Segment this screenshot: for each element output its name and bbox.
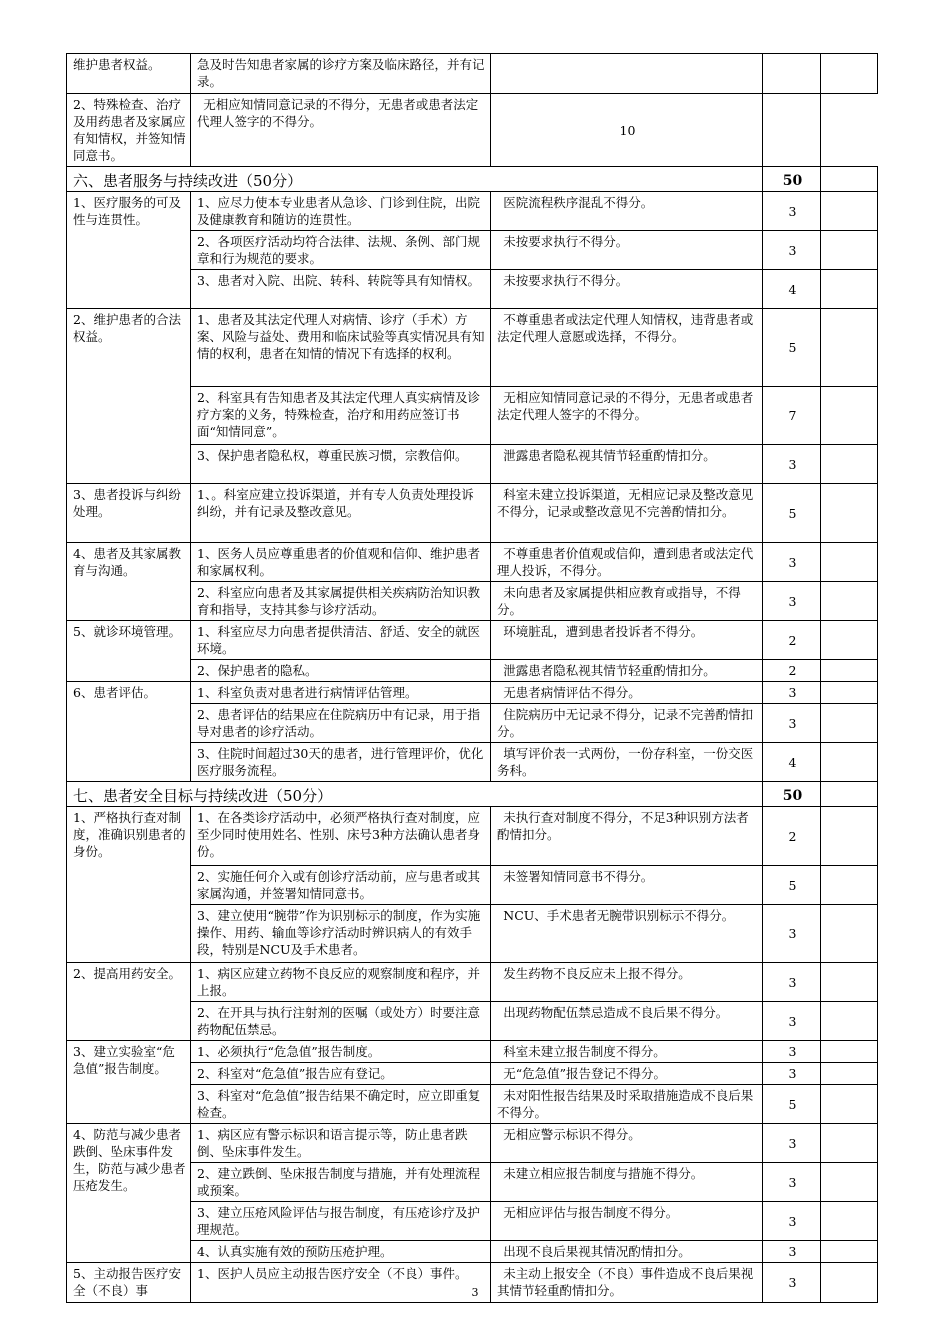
section-title: 七、患者安全目标与持续改进（50分）: [67, 782, 763, 807]
requirement-cell: 3、建立使用“腕带”作为识别标示的制度，作为实施操作、用药、输血等诊疗活动时辨识病人的有效手段，特别是NCU及手术患者。: [191, 905, 491, 963]
empty-cell: [821, 54, 878, 94]
category-cell: 4、患者及其家属教育与沟通。: [67, 543, 191, 621]
empty-cell: [821, 445, 878, 484]
requirement-cell: 1、医务人员应尊重患者的价值观和信仰、维护患者和家属权利。: [191, 543, 491, 582]
score-cell: 2: [763, 807, 821, 866]
requirement-cell: 3、住院时间超过30天的患者，进行管理评价，优化医疗服务流程。: [191, 743, 491, 782]
empty-cell: [821, 1241, 878, 1263]
scoring-criteria-cell: 无“危急值”报告登记不得分。: [491, 1063, 763, 1085]
scoring-criteria-cell: 泄露患者隐私视其情节轻重酌情扣分。: [491, 445, 763, 484]
score-cell: 5: [763, 484, 821, 543]
scoring-criteria-cell: 不尊重患者价值观或信仰，遭到患者或法定代理人投诉，不得分。: [491, 543, 763, 582]
empty-cell: [821, 1002, 878, 1041]
scoring-criteria-cell: 无相应评估与报告制度不得分。: [491, 1202, 763, 1241]
score-cell: 10: [491, 94, 763, 167]
requirement-cell: 1、必须执行“危急值”报告制度。: [191, 1041, 491, 1063]
requirement-cell: 3、科室对“危急值”报告结果不确定时，应立即重复检查。: [191, 1085, 491, 1124]
empty-cell: [763, 94, 821, 167]
empty-cell: [821, 231, 878, 270]
scoring-criteria-cell: [491, 54, 763, 94]
score-cell: 3: [763, 905, 821, 963]
table-row: [67, 1124, 878, 1163]
score-cell: 3: [763, 1124, 821, 1163]
requirement-cell: 1、科室应尽力向患者提供清洁、舒适、安全的就医环境。: [191, 621, 491, 660]
category-cell: 3、患者投诉与纠纷处理。: [67, 484, 191, 543]
scoring-criteria-cell: 发生药物不良反应未上报不得分。: [491, 963, 763, 1002]
score-cell: 7: [763, 387, 821, 445]
scoring-criteria-cell: 医院流程秩序混乱不得分。: [491, 192, 763, 231]
scoring-criteria-cell: 住院病历中无记录不得分，记录不完善酌情扣分。: [491, 704, 763, 743]
requirement-cell: 1、在各类诊疗活动中，必须严格执行查对制度，应至少同时使用姓名、性别、床号3种方法确认患者身份。: [191, 807, 491, 866]
empty-cell: [821, 543, 878, 582]
score-cell: 3: [763, 963, 821, 1002]
score-cell: 5: [763, 1085, 821, 1124]
scoring-criteria-cell: 不尊重患者或法定代理人知情权，违背患者或法定代理人意愿或选择，不得分。: [491, 309, 763, 387]
requirement-cell: 2、患者评估的结果应在住院病历中有记录，用于指导对患者的诊疗活动。: [191, 704, 491, 743]
category-cell: 6、患者评估。: [67, 682, 191, 782]
requirement-cell: 急及时告知患者家属的诊疗方案及临床路径，并有记录。: [191, 54, 491, 94]
scoring-criteria-cell: 未向患者及家属提供相应教育或指导，不得分。: [491, 582, 763, 621]
scoring-criteria-cell: 无相应警示标识不得分。: [491, 1124, 763, 1163]
score-cell: 3: [763, 231, 821, 270]
section-header-row: [67, 782, 878, 807]
evaluation-table-body: [67, 54, 878, 1303]
scoring-criteria-cell: 未按要求执行不得分。: [491, 270, 763, 309]
evaluation-table-page: [66, 53, 877, 1303]
requirement-cell: 1、病区应建立药物不良反应的观察制度和程序，并上报。: [191, 963, 491, 1002]
requirement-cell: 2、科室应向患者及其家属提供相关疾病防治知识教育和指导，支持其参与诊疗活动。: [191, 582, 491, 621]
scoring-criteria-cell: 科室未建立报告制度不得分。: [491, 1041, 763, 1063]
category-cell: 3、建立实验室“危急值”报告制度。: [67, 1041, 191, 1124]
requirement-cell: 2、各项医疗活动均符合法律、法规、条例、部门规章和行为规范的要求。: [191, 231, 491, 270]
requirement-cell: 2、在开具与执行注射剂的医嘱（或处方）时要注意药物配伍禁忌。: [191, 1002, 491, 1041]
empty-cell: [821, 1041, 878, 1063]
requirement-cell: 2、特殊检查、治疗及用药患者及家属应有知情权，并签知情同意书。: [67, 94, 191, 167]
section-header-row: [67, 167, 878, 192]
empty-cell: [821, 582, 878, 621]
empty-cell: [821, 192, 878, 231]
table-row: [67, 963, 878, 1002]
table-row: [67, 682, 878, 704]
table-row: [67, 192, 878, 231]
empty-cell: [821, 866, 878, 905]
scoring-criteria-cell: 环境脏乱，遭到患者投诉者不得分。: [491, 621, 763, 660]
category-cell: 2、维护患者的合法权益。: [67, 309, 191, 484]
scoring-criteria-cell: 未执行查对制度不得分，不足3种识别方法者酌情扣分。: [491, 807, 763, 866]
score-cell: 3: [763, 1041, 821, 1063]
scoring-criteria-cell: 出现不良后果视其情况酌情扣分。: [491, 1241, 763, 1263]
score-cell: 4: [763, 743, 821, 782]
table-row: [67, 621, 878, 660]
score-cell: 3: [763, 1163, 821, 1202]
empty-cell: [821, 743, 878, 782]
score-cell: 3: [763, 1263, 821, 1303]
empty-cell: [821, 387, 878, 445]
table-row: [67, 543, 878, 582]
empty-cell: [821, 621, 878, 660]
empty-cell: [821, 782, 878, 807]
empty-cell: [821, 704, 878, 743]
empty-cell: [821, 484, 878, 543]
scoring-criteria-cell: 未签署知情同意书不得分。: [491, 866, 763, 905]
score-cell: 2: [763, 660, 821, 682]
score-cell: 5: [763, 866, 821, 905]
score-cell: 3: [763, 1202, 821, 1241]
scoring-criteria-cell: 填写评价表一式两份，一份存科室，一份交医务科。: [491, 743, 763, 782]
requirement-cell: 4、认真实施有效的预防压疮护理。: [191, 1241, 491, 1263]
score-cell: 5: [763, 309, 821, 387]
empty-cell: [821, 270, 878, 309]
empty-cell: [821, 309, 878, 387]
score-cell: 3: [763, 192, 821, 231]
empty-cell: [821, 963, 878, 1002]
score-cell: 3: [763, 445, 821, 484]
scoring-criteria-cell: 出现药物配伍禁忌造成不良后果不得分。: [491, 1002, 763, 1041]
scoring-criteria-cell: 无相应知情同意记录的不得分，无患者或患者法定代理人签字的不得分。: [491, 387, 763, 445]
category-cell: 2、提高用药安全。: [67, 963, 191, 1041]
requirement-cell: 3、建立压疮风险评估与报告制度，有压疮诊疗及护理规范。: [191, 1202, 491, 1241]
scoring-criteria-cell: 未按要求执行不得分。: [491, 231, 763, 270]
empty-cell: [821, 682, 878, 704]
empty-cell: [821, 807, 878, 866]
table-row: [67, 484, 878, 543]
section-total-score: 50: [763, 782, 821, 807]
scoring-criteria-cell: 无患者病情评估不得分。: [491, 682, 763, 704]
requirement-cell: 2、保护患者的隐私。: [191, 660, 491, 682]
score-cell: 3: [763, 1063, 821, 1085]
section-total-score: 50: [763, 167, 821, 192]
table-row: [67, 94, 878, 167]
category-cell: 5、就诊环境管理。: [67, 621, 191, 682]
score-cell: 3: [763, 1002, 821, 1041]
scoring-criteria-cell: 科室未建立投诉渠道，无相应记录及整改意见不得分，记录或整改意见不完善酌情扣分。: [491, 484, 763, 543]
score-cell: 3: [763, 682, 821, 704]
evaluation-table: [66, 53, 878, 1303]
requirement-cell: 1、患者及其法定代理人对病情、诊疗（手术）方案、风险与益处、费用和临床试验等真实情况具有知情的权利，患者在知情的情况下有选择的权利。: [191, 309, 491, 387]
scoring-criteria-cell: 未建立相应报告制度与措施不得分。: [491, 1163, 763, 1202]
requirement-cell: 1、医护人员应主动报告医疗安全（不良）事件。: [191, 1263, 491, 1303]
requirement-cell: 2、实施任何介入或有创诊疗活动前，应与患者或其家属沟通，并签署知情同意书。: [191, 866, 491, 905]
score-cell: 2: [763, 621, 821, 660]
empty-cell: [821, 1063, 878, 1085]
table-row: [67, 54, 878, 94]
requirement-cell: 2、建立跌倒、坠床报告制度与措施，并有处理流程或预案。: [191, 1163, 491, 1202]
requirement-cell: 1、科室负责对患者进行病情评估管理。: [191, 682, 491, 704]
empty-cell: [821, 1202, 878, 1241]
scoring-criteria-cell: NCU、手术患者无腕带识别标示不得分。: [491, 905, 763, 963]
section-title: 六、患者服务与持续改进（50分）: [67, 167, 763, 192]
requirement-cell: 2、科室对“危急值”报告应有登记。: [191, 1063, 491, 1085]
scoring-criteria-cell: 未对阳性报告结果及时采取措施造成不良后果不得分。: [491, 1085, 763, 1124]
category-cell: 1、严格执行查对制度，准确识别患者的身份。: [67, 807, 191, 963]
category-cell: 4、防范与减少患者跌倒、坠床事件发生，防范与减少患者压疮发生。: [67, 1124, 191, 1263]
score-cell: 3: [763, 543, 821, 582]
table-row: [67, 1041, 878, 1063]
score-cell: [763, 54, 821, 94]
requirement-cell: 2、科室具有告知患者及其法定代理人真实病情及诊疗方案的义务，特殊检查，治疗和用药应签订书面“知情同意”。: [191, 387, 491, 445]
empty-cell: [821, 660, 878, 682]
requirement-cell: 1、应尽力使本专业患者从急诊、门诊到住院，出院及健康教育和随访的连贯性。: [191, 192, 491, 231]
requirement-cell: 3、患者对入院、出院、转科、转院等具有知情权。: [191, 270, 491, 309]
empty-cell: [821, 167, 878, 192]
score-cell: 3: [763, 1241, 821, 1263]
requirement-cell: 1、病区应有警示标识和语言提示等，防止患者跌倒、坠床事件发生。: [191, 1124, 491, 1163]
table-row: [67, 807, 878, 866]
empty-cell: [821, 1124, 878, 1163]
empty-cell: [821, 1163, 878, 1202]
scoring-criteria-cell: 未主动上报安全（不良）事件造成不良后果视其情节轻重酌情扣分。: [491, 1263, 763, 1303]
scoring-criteria-cell: 无相应知情同意记录的不得分，无患者或患者法定代理人签字的不得分。: [191, 94, 491, 167]
page-number: 3: [471, 1286, 479, 1299]
table-row: [67, 309, 878, 387]
requirement-cell: 1、。科室应建立投诉渠道，并有专人负责处理投诉纠纷，并有记录及整改意见。: [191, 484, 491, 543]
scoring-criteria-cell: 泄露患者隐私视其情节轻重酌情扣分。: [491, 660, 763, 682]
requirement-cell: 3、保护患者隐私权，尊重民族习惯，宗教信仰。: [191, 445, 491, 484]
score-cell: 3: [763, 582, 821, 621]
score-cell: 4: [763, 270, 821, 309]
category-cell: 维护患者权益。: [67, 54, 191, 94]
score-cell: 3: [763, 704, 821, 743]
category-cell: 5、主动报告医疗安全（不良）事: [67, 1263, 191, 1303]
empty-cell: [821, 1085, 878, 1124]
empty-cell: [821, 905, 878, 963]
category-cell: 1、医疗服务的可及性与连贯性。: [67, 192, 191, 309]
